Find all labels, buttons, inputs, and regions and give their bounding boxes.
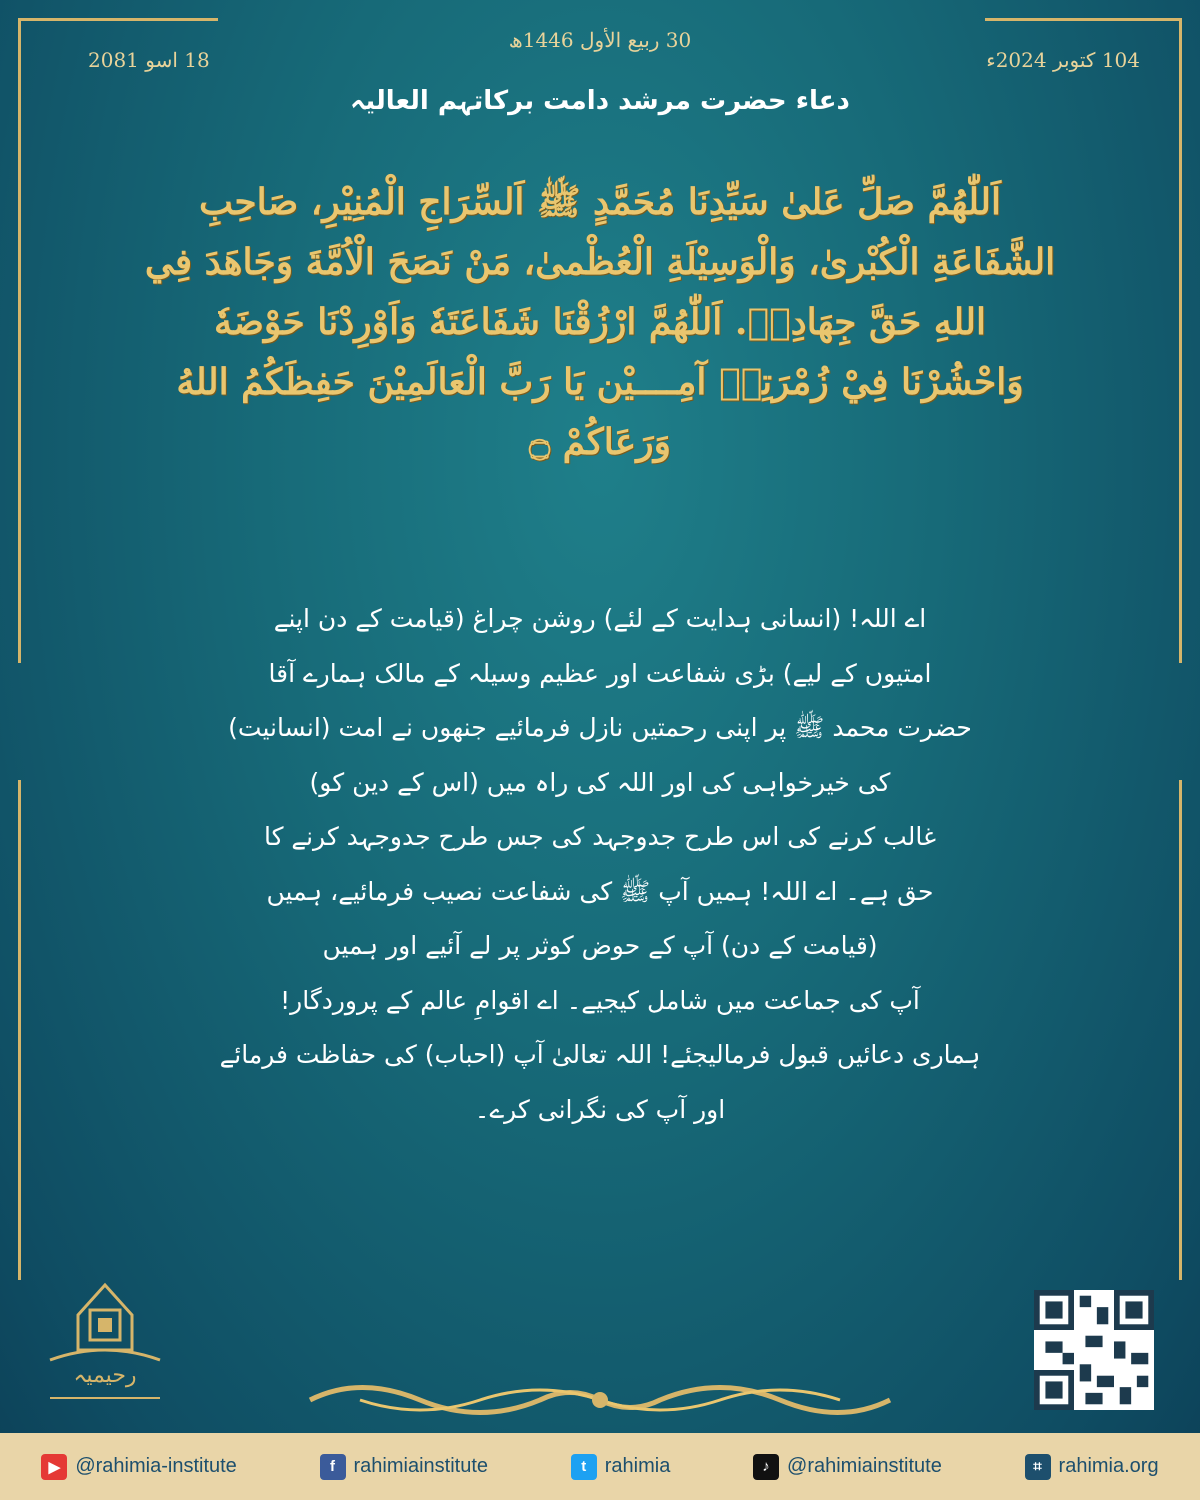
- urdu-line: غالب کرنے کی اس طرح جدوجہد کی جس طرح جدوجہد کرنے کا: [263, 822, 937, 851]
- frame-left-bottom: [18, 780, 21, 1280]
- twitter-icon: t: [571, 1454, 597, 1480]
- urdu-line: امتیوں کے لیے) بڑی شفاعت اور عظیم وسیلہ کے مالک ہمارے آقا: [268, 658, 932, 688]
- urdu-line: حضرت محمد ﷺ پر اپنی رحمتیں نازل فرمائیے جنھوں نے امت (انسانیت): [228, 713, 972, 742]
- hijri-date: 30 ربیع الأول 1446ھ: [508, 28, 692, 52]
- facebook-link[interactable]: [320, 1454, 489, 1480]
- tiktok-icon: ♪: [753, 1454, 779, 1480]
- gold-ornament: [300, 1370, 900, 1430]
- urdu-line: کی خیرخواہی کی اور اللہ کی راہ میں (اس کے دین کو): [309, 767, 891, 797]
- bikrami-date: 18 اسو 2081: [88, 48, 210, 72]
- urdu-line: حق ہے۔ اے اللہ! ہمیں آپ ﷺ کی شفاعت نصیب فرمائیے، ہمیں: [266, 876, 934, 906]
- arabic-dua: [110, 172, 1090, 472]
- tiktok-handle: @rahimiainstitute: [787, 1455, 942, 1477]
- twitter-link[interactable]: [571, 1454, 671, 1480]
- youtube-icon: ▶: [41, 1454, 67, 1480]
- website-url: rahimia.org: [1058, 1455, 1159, 1477]
- website-icon: ⌗: [1025, 1454, 1051, 1480]
- qr-code[interactable]: [1034, 1290, 1154, 1410]
- arabic-line: اَللّٰهُمَّ صَلِّ عَلیٰ سَيِّدِنَا مُحَمَّدٍ ﷺ اَلسِّرَاجِ الْمُنِيْرِ، صَاحِبِ: [199, 181, 1001, 223]
- urdu-line: اور آپ کی نگرانی کرے۔: [474, 1094, 726, 1124]
- youtube-handle: @rahimia-institute: [75, 1455, 237, 1477]
- qr-pattern: [1034, 1290, 1154, 1410]
- rahimia-logo: [40, 1280, 170, 1410]
- urdu-translation: [150, 592, 1050, 1137]
- page-title: دعاء حضرت مرشد دامت برکاتہم العالیہ: [350, 86, 850, 116]
- urdu-line: (قیامت کے دن) آپ کے حوض کوثر پر لے آئیے اور ہمیں: [322, 931, 878, 960]
- frame-top-right: [985, 18, 1182, 21]
- website-link[interactable]: [1025, 1454, 1159, 1480]
- urdu-line: ہماری دعائیں قبول فرمالیجئے! اللہ تعالیٰ آپ (احباب) کی حفاظت فرمائے: [219, 1040, 981, 1069]
- social-footer: [0, 1433, 1200, 1500]
- urdu-line: اے اللہ! (انسانی ہدایت کے لئے) روشن چراغ (قیامت کے دن اپنے: [273, 604, 927, 633]
- facebook-icon: f: [320, 1454, 346, 1480]
- gregorian-date: 104 کتوبر 2024ء: [986, 48, 1140, 72]
- arabic-line: اللهِ حَقَّ جِهَادِهٖ. اَللّٰهُمَّ ارْزُقْنَا شَفَاعَتَهٗ وَاَوْرِدْنَا حَوْضَهٗ: [214, 301, 986, 343]
- tiktok-link[interactable]: [753, 1454, 942, 1480]
- urdu-line: آپ کی جماعت میں شامل کیجیے۔ اے اقوامِ عالم کے پروردگار!: [280, 985, 920, 1015]
- arabic-line: الشَّفَاعَةِ الْكُبْریٰ، وَالْوَسِيْلَةِ الْعُظْمیٰ، مَنْ نَصَحَ الْاُمَّةَ وَجَاهَدَ فِي: [144, 241, 1056, 283]
- facebook-handle: rahimiainstitute: [353, 1455, 489, 1477]
- frame-top-left: [18, 18, 218, 21]
- arabic-line: وَاحْشُرْنَا فِيْ زُمْرَتِهٖ آمِــــيْن يَا رَبَّ الْعَالَمِيْنَ حَفِظَكُمُ اللهُ: [176, 361, 1024, 403]
- youtube-link[interactable]: [41, 1454, 236, 1480]
- frame-right-bottom: [1179, 780, 1182, 1280]
- twitter-handle: rahimia: [604, 1455, 671, 1477]
- arabic-line: وَرَعَاكُمْ ۝: [529, 421, 671, 463]
- logo-text: رحیمیہ: [73, 1363, 137, 1388]
